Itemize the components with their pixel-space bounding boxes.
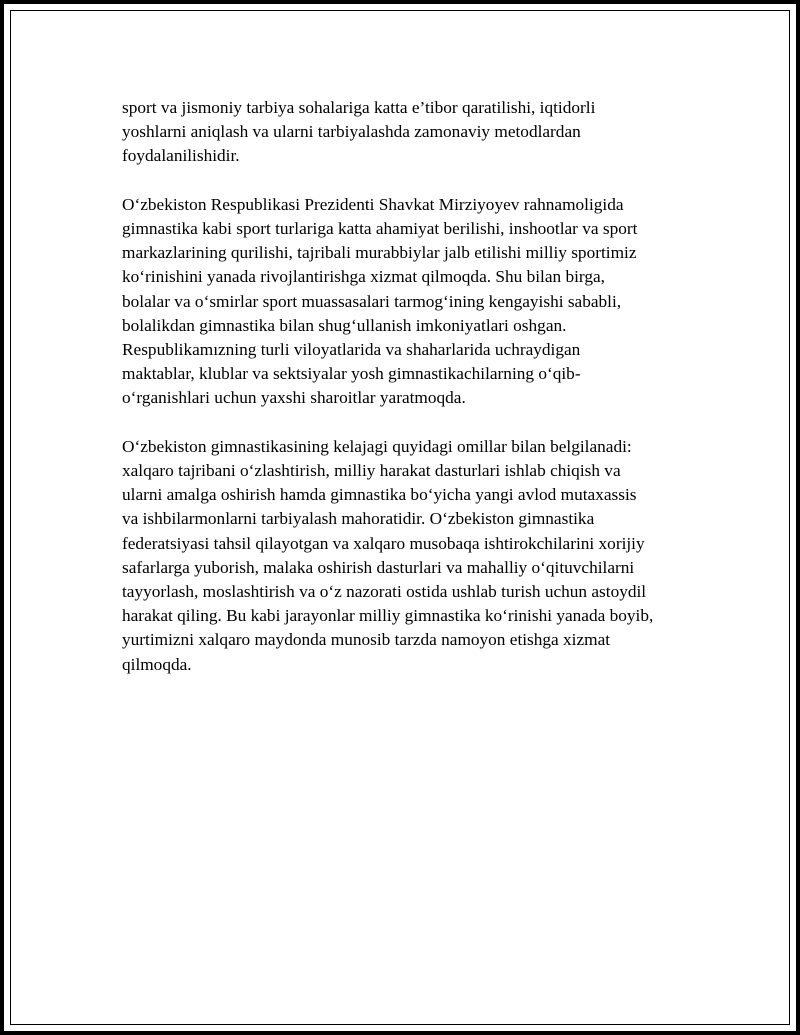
paragraph-3: O‘zbekiston gimnastikasining kelajagi quyidagi omillar bilan belgilanadi: xalqaro tajribani o‘zlashtirish, milliy harakat dasturlari ishlab chiqish va ularni amalga oshirish hamda gimnastika bo‘yicha yangi avlod mutaxassis va ishbilarmonlarni tarbiyalash mahoratidir. O‘zbekiston gimnastika federatsiyasi tahsil qilayotgan va xalqaro musobaqa ishtirokchilarini xorijiy safarlarga yuborish, malaka oshirish dasturlari va mahalliy o‘qituvchilarni tayyorlash, moslashtirish va o‘z nazorati ostida ushlab turish uchun astoydil harakat qiling. Bu kabi jarayonlar milliy gimnastika ko‘rinishi yanada boyib, yurtimizni xalqaro maydonda munosib tarzda namoyon etishga xizmat qilmoqda. [122,436,654,674]
paragraph-1: sport va jismoniy tarbiya sohalariga katta e’tibor qaratilishi, iqtidorli yoshlarni aniqlash va ularni tarbiyalashda zamonaviy metodlardan foydalanilishidir. [122,98,596,166]
document-body [122,96,702,701]
paragraph-2: O‘zbekiston Respublikasi Prezidenti Shavkat Mirziyoyev rahnamoligida gimnastika kabi sport turlariga katta ahamiyat berilishi, inshootlar va sport markazlarining qurilishi, tajribali murabbiylar jalb etilishi milliy sportimiz ko‘rinishini yanada rivojlantirishga xizmat qilmoqda. Shu bilan birga, bolalar va o‘smirlar sport muassasalari tarmog‘ining kengayishi sababli, bolalikdan gimnastika bilan shug‘ullanish imkoniyatlari oshgan. Respublikamızning turli viloyatlarida va shaharlarida uchraydigan maktablar, klublar va sektsiyalar yosh gimnastikachilarning o‘qib- o‘rganishlari uchun yaxshi sharoitlar yaratmoqda. [122,194,638,408]
